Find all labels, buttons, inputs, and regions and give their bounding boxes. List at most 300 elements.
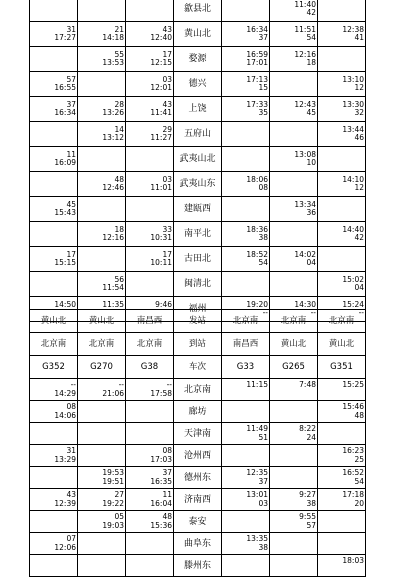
arrival-time: 9:27: [299, 490, 316, 499]
departure-time: [319, 159, 364, 168]
arrival-time: [79, 557, 124, 566]
time-cell: [318, 172, 366, 197]
departure-time: [271, 234, 316, 243]
time-cell: [78, 467, 126, 489]
arrival-time: [31, 51, 76, 60]
time-cell: [126, 222, 174, 247]
departure-time: [271, 390, 316, 399]
arrival-time: [271, 469, 316, 478]
time-cell: [318, 379, 366, 401]
arrival-time: [127, 403, 172, 412]
departure-time: 11:01: [150, 183, 172, 192]
time-cell: [30, 511, 78, 533]
time-cell: [222, 423, 270, 445]
time-cell: [318, 147, 366, 172]
arrival-time: 11:35: [102, 299, 124, 309]
header-row: [30, 356, 366, 379]
arrival-time: 14:50: [54, 299, 76, 309]
arrival-time: [127, 557, 172, 566]
arrival-time: 19:20: [246, 299, 268, 309]
header-cell: 南昌西: [222, 333, 270, 356]
time-cell: [30, 97, 78, 122]
departure-time: [271, 84, 316, 93]
arrival-time: --: [70, 380, 76, 389]
time-cell: [78, 222, 126, 247]
departure-time: 13:29: [54, 454, 76, 464]
time-cell: [30, 533, 78, 555]
departure-time: [127, 209, 172, 218]
time-cell: [30, 555, 78, 577]
departure-time: 19:03: [102, 520, 124, 530]
arrival-time: 13:30: [342, 99, 364, 109]
arrival-time: 33: [162, 224, 172, 234]
station-name: 黄山北: [174, 22, 222, 47]
time-cell: [270, 247, 318, 272]
departure-time: [223, 412, 268, 421]
time-cell: [30, 147, 78, 172]
time-cell: [78, 22, 126, 47]
time-cell: [30, 401, 78, 423]
time-cell: [270, 172, 318, 197]
arrival-time: 07: [66, 534, 76, 543]
departure-time: 38: [258, 233, 268, 242]
arrival-time: --: [118, 380, 124, 389]
time-cell: [30, 72, 78, 97]
departure-time: 54: [306, 33, 316, 42]
station-name: 德兴: [174, 72, 222, 97]
station-name: 婺源: [174, 47, 222, 72]
table-row: [30, 272, 366, 297]
bottom-timetable: [29, 309, 366, 577]
arrival-time: [271, 276, 316, 285]
departure-time: 16:34: [54, 108, 76, 117]
time-cell: [270, 511, 318, 533]
departure-time: [271, 184, 316, 193]
arrival-time: [319, 251, 364, 260]
departure-time: 48: [354, 410, 364, 420]
departure-time: [319, 209, 364, 218]
time-cell: [78, 47, 126, 72]
time-cell: [126, 511, 174, 533]
time-cell: [270, 379, 318, 401]
arrival-time: [319, 51, 364, 60]
arrival-time: 37: [66, 99, 76, 109]
time-cell: [78, 555, 126, 577]
time-cell: [126, 72, 174, 97]
time-cell: [222, 272, 270, 297]
arrival-time: [31, 469, 76, 478]
time-cell: [318, 533, 366, 555]
time-cell: [270, 47, 318, 72]
arrival-time: 31: [66, 24, 76, 34]
departure-time: [79, 9, 124, 18]
table-row: [30, 533, 366, 555]
departure-time: [79, 544, 124, 553]
arrival-time: 57: [66, 74, 76, 84]
departure-time: [31, 284, 76, 293]
time-cell: [222, 445, 270, 467]
departure-time: [223, 522, 268, 531]
bottom-timetable-header: [30, 310, 366, 379]
header-cell: G33: [222, 356, 270, 379]
time-cell: [126, 97, 174, 122]
time-cell: [30, 423, 78, 445]
departure-time: 16:09: [54, 158, 76, 167]
departure-time: [127, 434, 172, 443]
time-cell: [318, 511, 366, 533]
time-cell: [78, 511, 126, 533]
arrival-time: 27: [114, 490, 124, 499]
time-cell: [222, 122, 270, 147]
arrival-time: [223, 126, 268, 135]
departure-time: 36: [306, 208, 316, 217]
departure-time: 17:27: [54, 33, 76, 42]
arrival-time: 13:35: [246, 534, 268, 543]
arrival-time: 11:40: [294, 0, 316, 9]
departure-time: [79, 159, 124, 168]
station-name: 闽清北: [174, 272, 222, 297]
departure-time: [271, 412, 316, 421]
time-cell: [126, 22, 174, 47]
time-cell: [126, 533, 174, 555]
time-cell: [318, 467, 366, 489]
departure-time: 10: [306, 158, 316, 167]
arrival-time: [31, 425, 76, 434]
arrival-time: 14:02: [294, 249, 316, 259]
departure-time: [79, 434, 124, 443]
time-cell: [126, 122, 174, 147]
time-cell: [222, 197, 270, 222]
arrival-time: [79, 151, 124, 160]
arrival-time: [271, 403, 316, 412]
table-row: [30, 47, 366, 72]
arrival-time: [223, 557, 268, 566]
departure-time: 35: [258, 108, 268, 117]
arrival-time: 12:38: [342, 24, 364, 34]
arrival-time: [319, 201, 364, 210]
time-cell: [78, 197, 126, 222]
departure-time: [319, 59, 364, 68]
station-name: 滕州东: [174, 555, 222, 577]
departure-time: 17:58: [150, 388, 172, 398]
station-name: 建瓯西: [174, 197, 222, 222]
departure-time: 12:40: [150, 33, 172, 42]
time-cell: [30, 22, 78, 47]
station-name: 济南西: [174, 489, 222, 511]
departure-time: 37: [258, 476, 268, 486]
departure-time: [271, 478, 316, 487]
time-cell: [126, 197, 174, 222]
departure-time: 12: [354, 183, 364, 192]
time-cell: [78, 401, 126, 423]
departure-time: 13:12: [102, 133, 124, 142]
departure-time: 15:43: [54, 208, 76, 217]
arrival-time: --: [166, 380, 172, 389]
arrival-time: [319, 535, 364, 544]
departure-time: 20: [354, 498, 364, 508]
time-cell: [270, 72, 318, 97]
top-timetable-body: [30, 0, 366, 322]
departure-time: [223, 284, 268, 293]
arrival-time: 18:36: [246, 224, 268, 234]
departure-time: 19:51: [102, 476, 124, 486]
header-cell: G351: [318, 356, 366, 379]
arrival-time: 56: [114, 274, 124, 284]
time-cell: [30, 172, 78, 197]
arrival-time: [319, 1, 364, 10]
departure-time: 14:29: [54, 388, 76, 398]
table-row: [30, 197, 366, 222]
time-cell: [126, 555, 174, 577]
arrival-time: 18:06: [246, 174, 268, 184]
time-cell: [318, 445, 366, 467]
arrival-time: 05: [114, 512, 124, 521]
time-cell: [78, 72, 126, 97]
time-cell: [126, 147, 174, 172]
arrival-time: 9:46: [155, 299, 172, 309]
departure-time: 12:46: [102, 183, 124, 192]
arrival-time: 43: [66, 490, 76, 499]
arrival-time: [79, 201, 124, 210]
arrival-time: [127, 151, 172, 160]
header-cell: 南昌西: [126, 310, 174, 333]
departure-time: 11:41: [150, 108, 172, 117]
bottom-timetable-body: [30, 379, 366, 577]
departure-time: [271, 456, 316, 465]
arrival-time: 13:44: [342, 124, 364, 134]
table-row: [30, 511, 366, 533]
time-cell: [30, 445, 78, 467]
header-row: [30, 310, 366, 333]
departure-time: [31, 478, 76, 487]
departure-time: 11:27: [150, 133, 172, 142]
departure-time: [271, 134, 316, 143]
departure-time: [271, 544, 316, 553]
arrival-time: 29: [162, 124, 172, 134]
time-cell: [78, 423, 126, 445]
time-cell: [30, 122, 78, 147]
arrival-time: 17: [162, 249, 172, 259]
arrival-time: [319, 151, 364, 160]
departure-time: 51: [258, 432, 268, 442]
time-cell: [30, 272, 78, 297]
time-cell: [126, 467, 174, 489]
arrival-time: [127, 201, 172, 210]
time-cell: [270, 97, 318, 122]
arrival-time: [319, 513, 364, 522]
table-row: [30, 401, 366, 423]
departure-time: --: [310, 308, 316, 317]
time-cell: [126, 47, 174, 72]
departure-time: [223, 134, 268, 143]
station-name: 北京南: [174, 379, 222, 401]
time-cell: [30, 197, 78, 222]
arrival-time: 13:34: [294, 199, 316, 209]
departure-time: 13:26: [102, 108, 124, 117]
station-name: 武夷山东: [174, 172, 222, 197]
arrival-time: 48: [162, 512, 172, 521]
time-cell: [78, 445, 126, 467]
arrival-time: [223, 151, 268, 160]
table-row: [30, 445, 366, 467]
arrival-time: 9:55: [299, 512, 316, 521]
departure-time: 54: [258, 258, 268, 267]
departure-time: 14:18: [102, 33, 124, 42]
departure-time: 24: [306, 432, 316, 442]
table-row: [30, 467, 366, 489]
table-row: [30, 172, 366, 197]
departure-time: 16:04: [150, 498, 172, 508]
time-cell: [318, 22, 366, 47]
departure-time: [319, 434, 364, 443]
arrival-time: [223, 403, 268, 412]
arrival-time: 11: [162, 490, 172, 499]
time-cell: [318, 401, 366, 423]
arrival-time: 15:25: [342, 380, 364, 389]
departure-time: [31, 184, 76, 193]
arrival-time: [79, 403, 124, 412]
arrival-time: 43: [162, 99, 172, 109]
time-cell: [222, 489, 270, 511]
arrival-time: [31, 176, 76, 185]
arrival-time: [31, 513, 76, 522]
station-name: 泰安: [174, 511, 222, 533]
arrival-time: 7:48: [299, 380, 316, 389]
departure-time: 16:35: [150, 476, 172, 486]
time-cell: [222, 172, 270, 197]
arrival-time: 17: [162, 49, 172, 59]
departure-time: [31, 522, 76, 531]
departure-time: 32: [354, 108, 364, 117]
header-cell: 黄山北: [270, 333, 318, 356]
arrival-time: [31, 126, 76, 135]
table-row: [30, 247, 366, 272]
time-cell: [126, 445, 174, 467]
arrival-time: 11:49: [246, 424, 268, 433]
station-name: 五府山: [174, 122, 222, 147]
header-cell: 北京南: [222, 310, 270, 333]
departure-time: 13:53: [102, 58, 124, 67]
departure-time: [127, 9, 172, 18]
departure-time: [127, 159, 172, 168]
arrival-time: [223, 1, 268, 10]
departure-time: [319, 390, 364, 399]
departure-time: 19:22: [102, 498, 124, 508]
departure-time: [79, 209, 124, 218]
departure-time: 15:36: [150, 520, 172, 530]
arrival-time: 16:59: [246, 49, 268, 59]
arrival-time: [79, 251, 124, 260]
station-name: 南平北: [174, 222, 222, 247]
departure-time: [79, 84, 124, 93]
departure-time: 21:06: [102, 388, 124, 398]
time-cell: [270, 0, 318, 22]
header-cell: 黄山北: [318, 333, 366, 356]
arrival-time: 13:01: [246, 490, 268, 499]
departure-time: [223, 209, 268, 218]
arrival-time: 15:46: [342, 402, 364, 411]
time-cell: [270, 467, 318, 489]
arrival-time: 13:08: [294, 149, 316, 159]
time-cell: [30, 489, 78, 511]
table-row: [30, 122, 366, 147]
departure-time: 10:11: [150, 258, 172, 267]
arrival-time: [79, 76, 124, 85]
time-cell: [78, 172, 126, 197]
arrival-time: 21: [114, 24, 124, 34]
departure-time: [127, 412, 172, 421]
time-cell: [318, 122, 366, 147]
arrival-time: [79, 1, 124, 10]
departure-time: [127, 284, 172, 293]
arrival-time: 15:24: [342, 299, 364, 309]
time-cell: [270, 401, 318, 423]
departure-time: 42: [306, 8, 316, 17]
arrival-time: [31, 226, 76, 235]
header-cell: G352: [30, 356, 78, 379]
departure-time: 16:55: [54, 83, 76, 92]
arrival-time: [271, 447, 316, 456]
time-cell: [30, 222, 78, 247]
time-cell: [222, 511, 270, 533]
arrival-time: 28: [114, 99, 124, 109]
header-cell: 北京南: [126, 333, 174, 356]
time-cell: [30, 0, 78, 22]
departure-time: [79, 259, 124, 268]
arrival-time: 16:34: [246, 24, 268, 34]
arrival-time: 48: [114, 174, 124, 184]
arrival-time: [319, 425, 364, 434]
departure-time: 18: [306, 58, 316, 67]
arrival-time: 11:15: [246, 380, 268, 389]
time-cell: [222, 247, 270, 272]
arrival-time: [127, 276, 172, 285]
departure-time: 12: [354, 83, 364, 92]
departure-time: 15:15: [54, 258, 76, 267]
station-name: 古田北: [174, 247, 222, 272]
time-cell: [78, 489, 126, 511]
top-timetable: [29, 0, 366, 322]
departure-time: 14:06: [54, 410, 76, 420]
time-cell: [318, 0, 366, 22]
time-cell: [78, 0, 126, 22]
time-cell: [126, 489, 174, 511]
time-cell: [78, 147, 126, 172]
table-row: [30, 147, 366, 172]
departure-time: 38: [258, 542, 268, 552]
arrival-time: [127, 1, 172, 10]
arrival-time: 08: [162, 446, 172, 455]
time-cell: [222, 222, 270, 247]
arrival-time: [223, 447, 268, 456]
time-cell: [270, 555, 318, 577]
arrival-time: [79, 535, 124, 544]
header-cell: 北京南: [78, 333, 126, 356]
table-row: [30, 222, 366, 247]
time-cell: [222, 401, 270, 423]
departure-time: 04: [306, 258, 316, 267]
arrival-time: 12:16: [294, 49, 316, 59]
table-row: [30, 423, 366, 445]
arrival-time: 15:02: [342, 274, 364, 284]
time-cell: [78, 247, 126, 272]
station-name: 武夷山北: [174, 147, 222, 172]
departure-time: [31, 434, 76, 443]
departure-time: 10:31: [150, 233, 172, 242]
departure-time: [79, 456, 124, 465]
station-name: 福州: [174, 297, 222, 322]
arrival-time: 03: [162, 74, 172, 84]
